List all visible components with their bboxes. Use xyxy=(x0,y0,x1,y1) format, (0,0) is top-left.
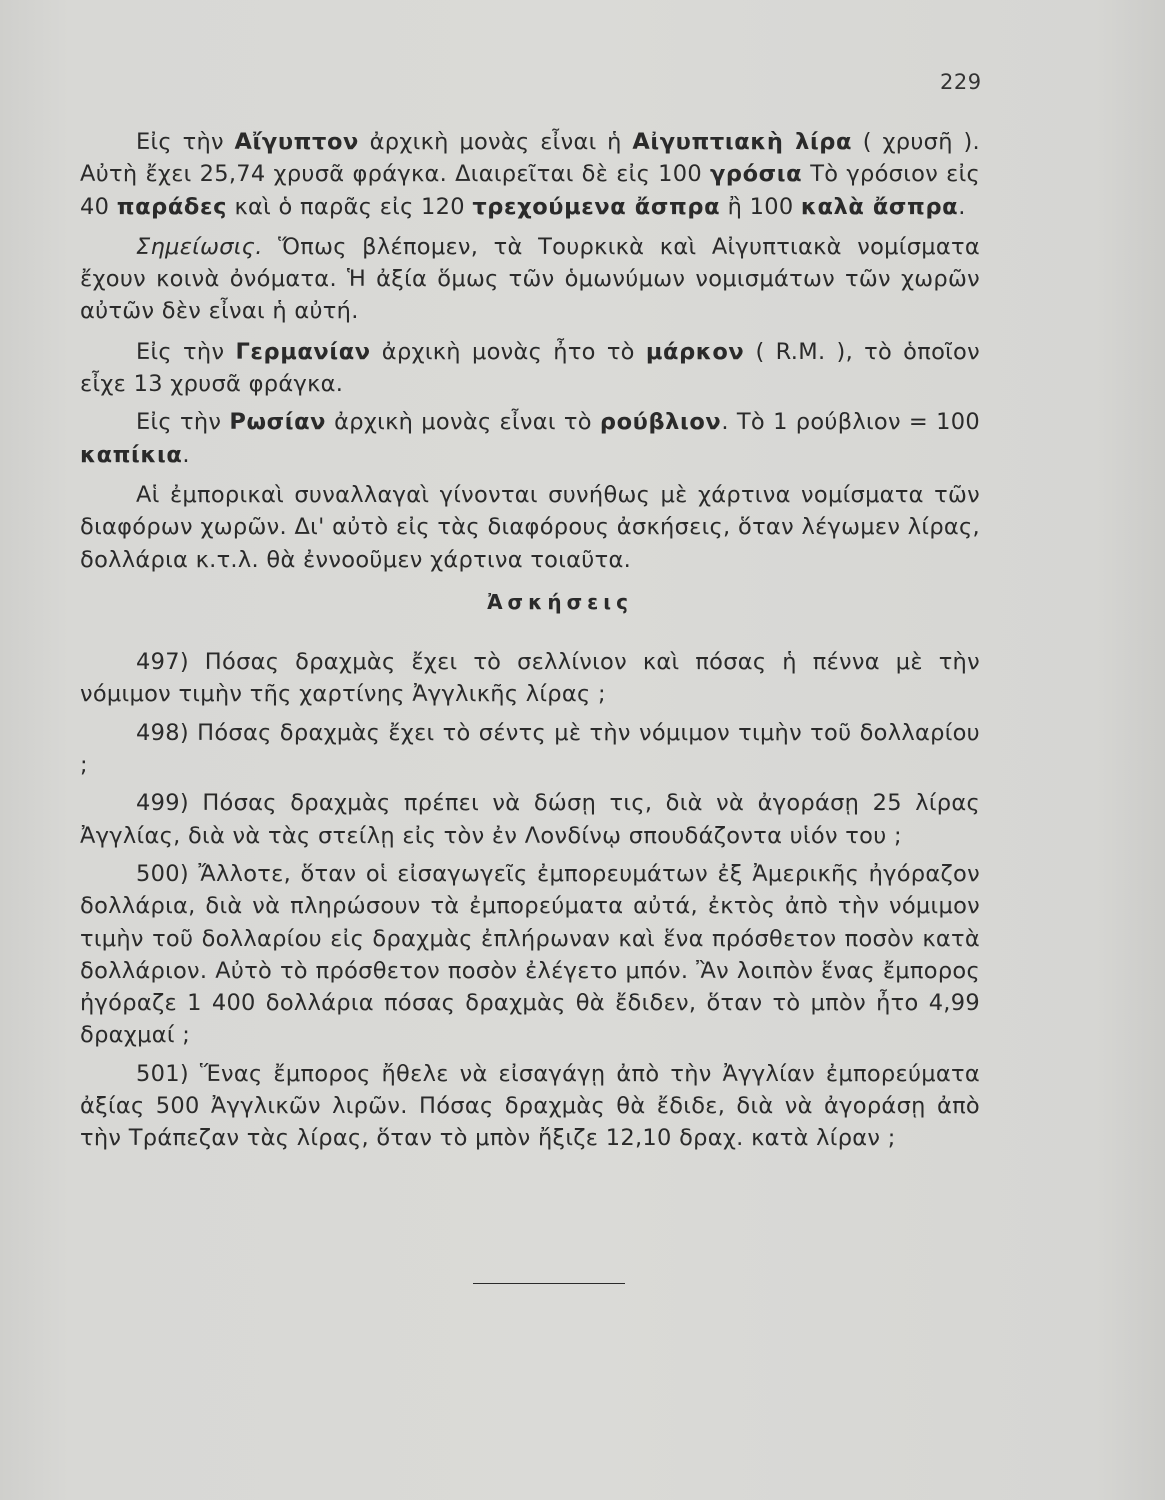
exercise-497: 497) Πόσας δραχμὰς ἔχει τὸ σελλίνιον καὶ πόσας ἡ πέννα μὲ τὴν νόμιμον τιμὴν τῆς χαρτίνης Ἀγγλικῆς λίρας ; xyxy=(80,649,980,708)
exercises-heading: Ἀσκήσεις xyxy=(487,589,633,614)
exercise-499: 499) Πόσας δραχμὰς πρέπει νὰ δώσῃ τις, διὰ νὰ ἀγοράσῃ 25 λίρας Ἀγγλίας, διὰ νὰ τὰς στείλῃ εἰς τὸν ἐν Λονδίνῳ σπουδάζοντα υἱόν του ; xyxy=(80,790,980,849)
paragraph-note: Σημείωσις. Ὅπως βλέπομεν, τὰ Τουρκικὰ καὶ Αἰγυπτιακὰ νομίσματα ἔχουν κοινὰ ὀνόματα. Ἡ ἀξία ὅμως τῶν ὁμωνύμων νομισμάτων τῶν χωρῶν αὐτῶν δὲν εἶναι ἡ αὐτή. xyxy=(80,233,980,325)
exercise-501: 501) Ἕνας ἔμπορος ἤθελε νὰ εἰσαγάγῃ ἀπὸ τὴν Ἀγγλίαν ἐμπορεύματα ἀξίας 500 Ἀγγλικῶν λιρῶν. Πόσας δραχμὰς θὰ ἔδιδε, διὰ νὰ ἀγοράσῃ ἀπὸ τὴν Τράπεζαν τὰς λίρας, ὅταν τὸ μπὸν ἤξιζε 12,10 δραχ. κατὰ λίραν ; xyxy=(80,1060,980,1152)
page-text xyxy=(80,126,980,1161)
paragraph-russia: Εἰς τὴν Ρωσίαν ἀρχικὴ μονὰς εἶναι τὸ ρούβλιον. Τὸ 1 ρούβλιον = 100 καπίκια. xyxy=(80,409,980,468)
paragraph-germany: Εἰς τὴν Γερμανίαν ἀρχικὴ μονὰς ἦτο τὸ μάρκον ( R.M. ), τὸ ὁποῖον εἶχε 13 χρυσᾶ φράγκα. xyxy=(80,338,980,398)
paragraph-egypt: Εἰς τὴν Αἴγυπτον ἀρχικὴ μονὰς εἶναι ἡ Αἰγυπτιακὴ λίρα ( χρυσῆ ). Αὐτὴ ἔχει 25,74 χρυσᾶ φράγκα. Διαιρεῖται δὲ εἰς 100 γρόσια Τὸ γρόσιον εἰς 40 παράδες καὶ ὁ παρᾶς εἰς 120 τρεχούμενα ἄσπρα ἢ 100 καλὰ ἄσπρα. xyxy=(80,129,980,220)
paragraph-paper-money: Αἱ ἐμπορικαὶ συναλλαγαὶ γίνονται συνήθως μὲ χάρτινα νομίσματα τῶν διαφόρων χωρῶν. Δι' αὐτὸ εἰς τὰς διαφόρους ἀσκήσεις, ὅταν λέγωμεν λίρας, δολλάρια κ.τ.λ. θὰ ἐννοοῦμεν χάρτινα τοιαῦτα. xyxy=(80,481,980,573)
page-number: 229 xyxy=(940,70,982,94)
footer-rule xyxy=(473,1283,625,1284)
exercise-500: 500) Ἄλλοτε, ὅταν οἱ εἰσαγωγεῖς ἐμπορευμάτων ἐξ Ἀμερικῆς ἠγόραζον δολλάρια, διὰ νὰ πληρώσουν τὰ ἐμπορεύματα αὐτά, ἐκτὸς ἀπὸ τὴν νόμιμον τιμὴν τοῦ δολλαρίου εἰς δραχμὰς ἐπλήρωναν καὶ ἕνα πρόσθετον ποσὸν κατὰ δολλάριον. Αὐτὸ τὸ πρόσθετον ποσὸν ἐλέγετο μπόν. Ἂν λοιπὸν ἕνας ἔμπορος ἠγόραζε 1 400 δολλάρια πόσας δραχμὰς θὰ ἔδιδεν, ὅταν τὸ μπὸν ἦτο 4,99 δραχμαί ; xyxy=(80,860,980,1049)
note-label: Σημείωσις. xyxy=(136,233,263,260)
exercise-498: 498) Πόσας δραχμὰς ἔχει τὸ σέντς μὲ τὴν νόμιμον τιμὴν τοῦ δολλαρίου ; xyxy=(80,719,980,779)
